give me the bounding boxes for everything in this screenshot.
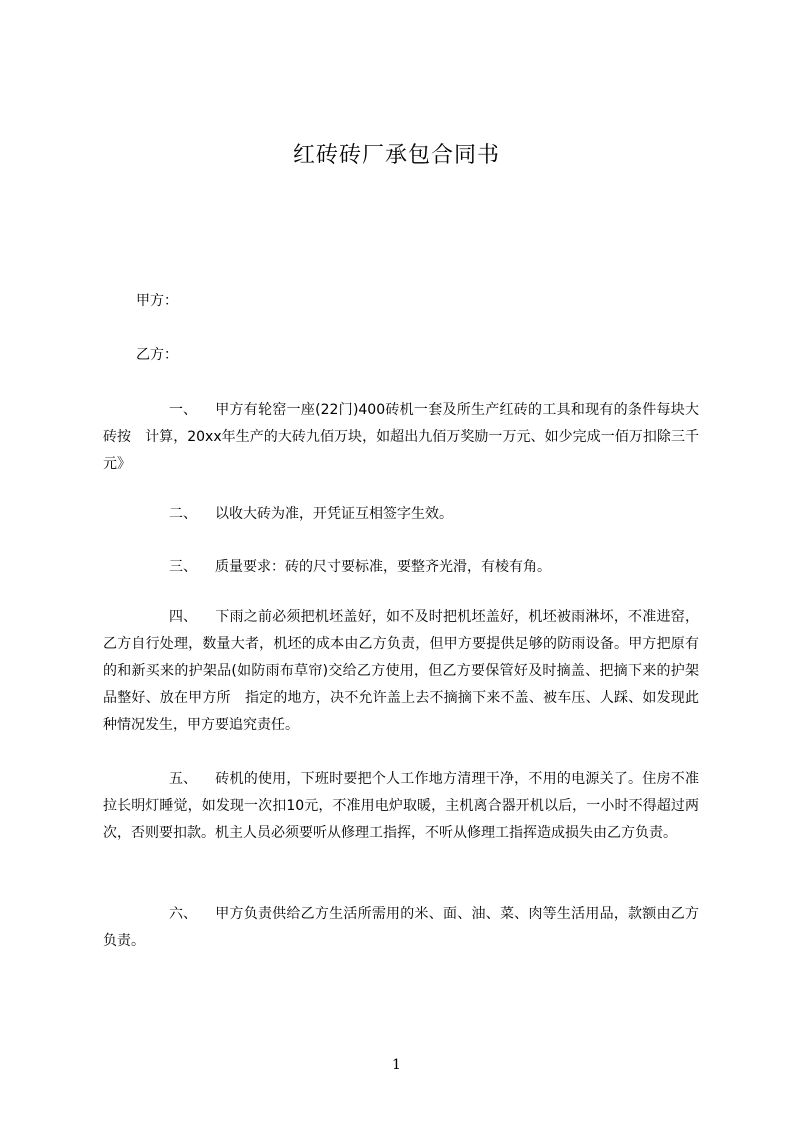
clause-1 [103,397,699,478]
clause-6 [103,901,699,955]
clause-1-text: 甲方有轮窑一座(22门)400砖机一套及所生产红砖的工具和现有的条件每块大砖按 计算，20xx年生产的大砖九佰万块，如超出九佰万奖励一万元、如少完成一佰万扣除三千元》 [103,402,699,472]
clause-3-label: 三、 [169,559,197,575]
party-a-label: 甲方： [136,293,178,309]
page-number: 1 [392,1057,401,1073]
clause-5 [103,766,699,847]
clause-3-text: 质量要求：砖的尺寸要标准，要整齐光滑，有棱有角。 [215,559,551,575]
clause-1-label: 一、 [169,402,197,418]
party-b-label: 乙方： [136,347,178,363]
clause-6-label: 六、 [169,906,197,922]
clause-6-text: 甲方负责供给乙方生活所需用的米、面、油、菜、肉等生活用品，款额由乙方负责。 [103,906,699,949]
clause-4-label: 四、 [169,609,197,625]
clause-2-text: 以收大砖为准，开凭证互相签字生效。 [215,506,453,522]
clause-4-text: 下雨之前必须把机坯盖好，如不及时把机坯盖好，机坯被雨淋坏，不准进窑，乙方自行处理，数量大者，机坯的成本由乙方负责，但甲方要提供足够的防雨设备。甲方把原有的和新买来的护架品(如防雨布草帘)交给乙方使用，但乙方要保管好及时摘盖、把摘下来的护架品整好、放在甲方所 指定的地方，决不允许盖上去不摘摘下来不盖、被车压、人踩、如发现此种情况发生，甲方要追究责任。 [103,609,699,733]
clause-2-label: 二、 [169,506,197,522]
clause-5-text: 砖机的使用，下班时要把个人工作地方清理干净，不用的电源关了。住房不准拉长明灯睡觉，如发现一次扣10元，不准用电炉取暖，主机离合器开机以后，一小时不得超过两次，否则要扣款。机主人员必须要听从修理工指挥，不听从修理工指挥造成损失由乙方负责。 [103,771,699,841]
clause-5-label: 五、 [169,771,197,787]
clause-3 [103,554,699,581]
clause-2 [103,501,699,528]
page-title: 红砖砖厂承包合同书 [292,143,500,168]
clause-4 [103,604,699,739]
